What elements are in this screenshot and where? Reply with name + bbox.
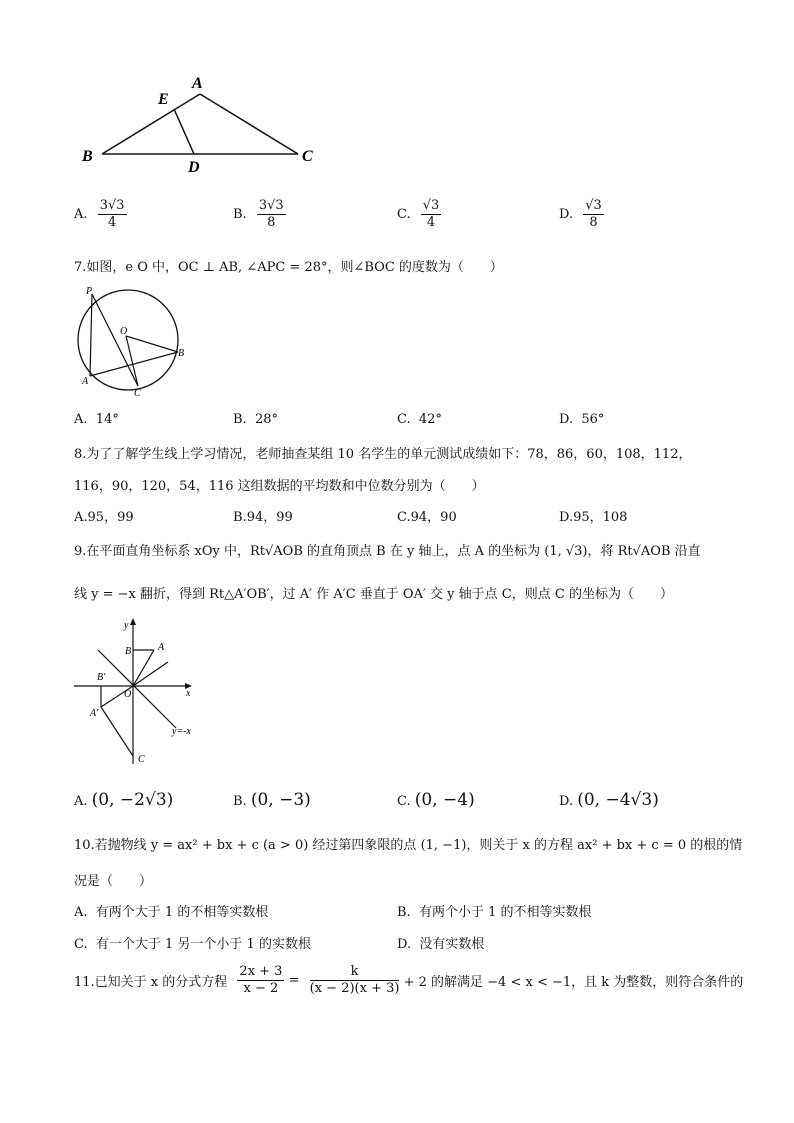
label-a: A (158, 642, 165, 653)
option-letter: A. (74, 207, 88, 222)
option-letter: A. (74, 905, 88, 920)
label-d: D (188, 159, 200, 176)
label-p: P (86, 286, 93, 297)
q7-option-a[interactable] (74, 412, 119, 427)
q8-option-a[interactable] (74, 506, 134, 525)
option-text: (0, −4) (414, 790, 475, 810)
q6-option-c[interactable] (397, 198, 441, 231)
option-letter: C. (397, 412, 411, 427)
q10-option-c[interactable] (74, 933, 311, 952)
q9-option-c[interactable] (397, 790, 475, 810)
circle-figure (74, 282, 194, 398)
q9-stem-line1: 9.在平面直角坐标系 xOy 中，Rt√AOB 的直角顶点 B 在 y 轴上，点 A 的坐标为 (1, √3)，将 Rt√AOB 沿直 (74, 544, 701, 559)
option-text: 95，108 (573, 510, 628, 525)
option-letter: A. (74, 510, 88, 525)
q11-suffix: + 2 的解满足 −4 < x < −1，且 k 为整数，则符合条件的 (403, 975, 744, 990)
label-b: B (82, 148, 93, 165)
q10-option-b[interactable] (397, 901, 592, 920)
option-letter: D. (559, 207, 574, 222)
q8-option-c[interactable] (397, 506, 457, 525)
q10-option-a[interactable] (74, 901, 268, 920)
q11-stem (74, 964, 743, 997)
q10-stem-line2: 况是（ ） (74, 874, 153, 889)
q8-option-b[interactable] (233, 506, 293, 525)
option-letter: B. (397, 905, 411, 920)
label-b: B (125, 646, 132, 657)
q8-option-d[interactable] (559, 506, 627, 525)
option-letter: D. (559, 412, 574, 427)
option-letter: A. (74, 412, 88, 427)
segment-ac (200, 94, 298, 154)
label-c: C (138, 754, 145, 765)
q10-stem-line1: 10.若抛物线 y = ax² + bx + c (a > 0) 经过第四象限的点 (1, −1)，则关于 x 的方程 ax² + bx + c = 0 的根的情 (74, 838, 743, 853)
option-text: 94，90 (410, 510, 457, 525)
q11-equals: = (288, 973, 300, 988)
label-a: A (192, 75, 203, 92)
option-letter: C. (74, 937, 88, 952)
option-text: 94，99 (246, 510, 293, 525)
segment-oa-ext (133, 662, 168, 686)
q6-option-d[interactable] (559, 198, 604, 231)
q7-option-d[interactable] (559, 412, 604, 427)
option-letter: A. (74, 794, 88, 809)
option-text: 有两个大于 1 的不相等实数根 (95, 905, 269, 920)
option-fraction: $\frac{√3}{4}$ (422, 198, 440, 230)
line-y-neg-x (98, 650, 176, 728)
q7-option-b[interactable] (233, 412, 278, 427)
option-text: 14° (95, 412, 119, 427)
label-line: y=-x (172, 726, 191, 737)
q7-stem: 7.如图，e O 中，OC ⊥ AB, ∠APC = 28°，则∠BOC 的度数为（ ） (74, 260, 503, 275)
segment-pc (92, 294, 138, 386)
option-letter: B. (233, 207, 247, 222)
option-text: 56° (581, 412, 605, 427)
segment-oa (133, 650, 154, 686)
q8-stem-line2: 116，90，120，54，116 这组数据的平均数和中位数分别为（ ） (74, 479, 485, 494)
coordinate-figure (70, 616, 210, 766)
q7-option-c[interactable] (397, 412, 442, 427)
label-a1: A′ (90, 708, 99, 719)
q6-option-b[interactable] (233, 198, 286, 231)
option-letter: D. (397, 937, 412, 952)
segment-ab (90, 352, 178, 376)
q11-prefix: 11.已知关于 x 的分式方程 (74, 975, 228, 990)
segment-a1c (101, 707, 133, 756)
option-letter: B. (233, 412, 247, 427)
option-text: 42° (418, 412, 442, 427)
option-letter: B. (233, 510, 247, 525)
option-letter: D. (559, 794, 574, 809)
option-fraction: $\frac{3√3}{4}$ (99, 198, 125, 230)
q10-option-d[interactable] (397, 933, 484, 952)
option-text: 有两个小于 1 的不相等实数根 (418, 905, 592, 920)
segment-ob (126, 336, 178, 352)
option-text: (0, −3) (250, 790, 311, 810)
q9-option-a[interactable] (74, 790, 173, 810)
label-x: x (186, 688, 191, 699)
label-a: A (82, 376, 89, 387)
label-b1: B′ (97, 672, 106, 683)
q6-option-a[interactable] (74, 198, 127, 231)
option-text: 有一个大于 1 另一个小于 1 的实数根 (95, 937, 311, 952)
q9-option-b[interactable] (233, 790, 311, 810)
segment-ab (102, 94, 200, 154)
option-letter: C. (397, 510, 411, 525)
q11-fraction-right: $\frac{k}{(x - 2)(x + 3)}$ (309, 964, 400, 996)
label-c: C (134, 388, 141, 398)
label-y: y (124, 620, 129, 631)
option-text: 没有实数根 (419, 937, 485, 952)
q9-stem-line2: 线 y = −x 翻折，得到 Rt△A′OB′，过 A′ 作 A′C 垂直于 OA′ 交 y 轴于点 C，则点 C 的坐标为（ ） (74, 587, 673, 602)
option-text: 28° (254, 412, 278, 427)
option-letter: C. (397, 794, 411, 809)
label-b: B (178, 348, 185, 359)
q9-option-d[interactable] (559, 790, 659, 810)
label-e: E (158, 91, 169, 108)
label-o: O (120, 326, 128, 337)
option-fraction: $\frac{3√3}{8}$ (258, 198, 284, 230)
option-text: (0, −4√3) (577, 790, 659, 810)
triangle-figure (70, 68, 330, 180)
segment-oc (126, 336, 138, 386)
segment-ed (174, 109, 194, 154)
label-o: O (124, 689, 132, 700)
option-text: 95，99 (87, 510, 134, 525)
option-letter: B. (233, 794, 247, 809)
option-letter: C. (397, 207, 411, 222)
option-fraction: $\frac{√3}{8}$ (585, 198, 602, 230)
option-text: (0, −2√3) (91, 790, 174, 810)
q11-fraction-left: $\frac{2x + 3}{x - 2}$ (239, 964, 283, 996)
y-axis-arrow (130, 618, 136, 625)
option-letter: D. (559, 510, 574, 525)
label-c: C (302, 148, 313, 165)
q8-stem-line1: 8.为了了解学生线上学习情况，老师抽查某组 10 名学生的单元测试成绩如下：78，86，60，108，112， (74, 447, 692, 462)
